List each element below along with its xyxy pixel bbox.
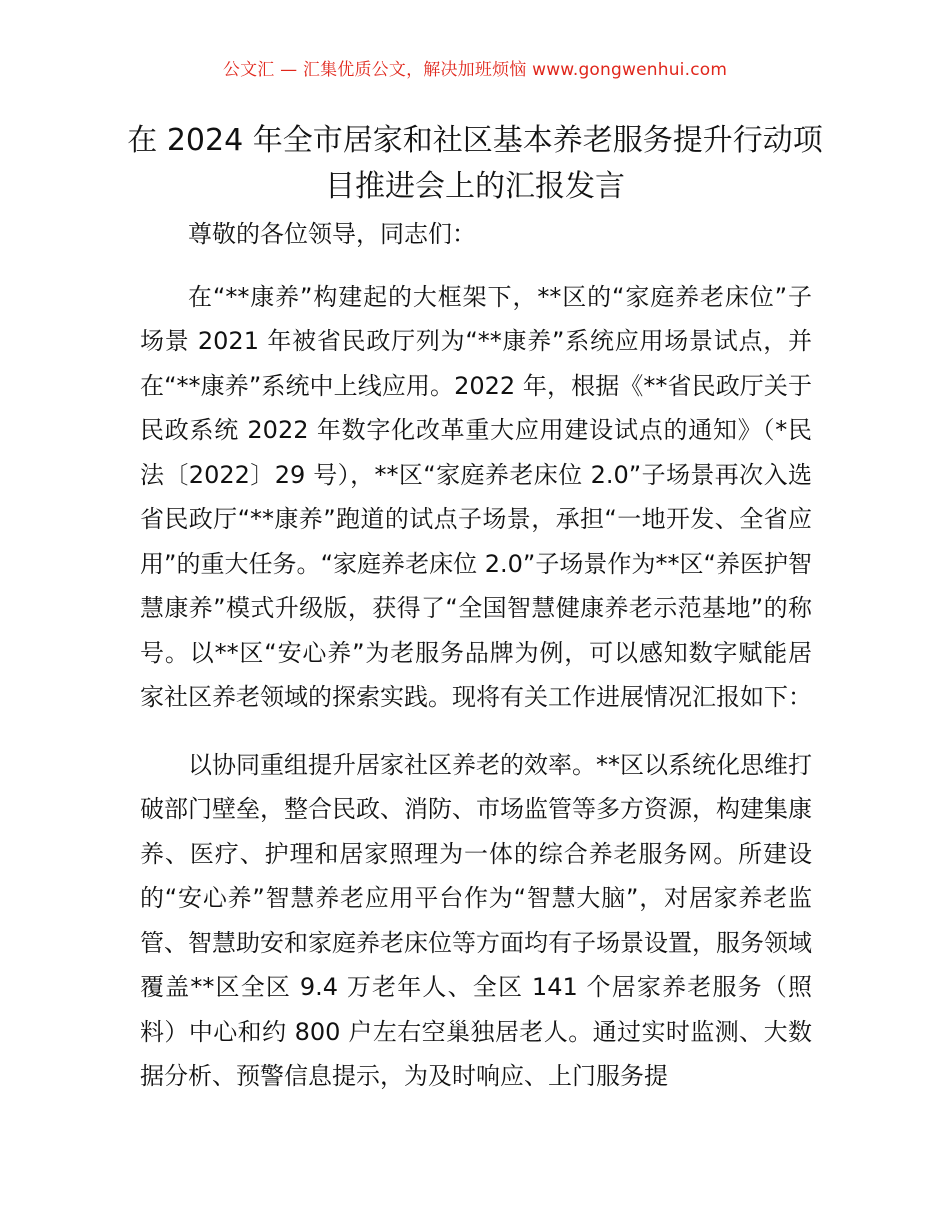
document-body (140, 212, 812, 1099)
site-banner[interactable]: 公文汇 — 汇集优质公文，解决加班烦恼 www.gongwenhui.com (222, 60, 728, 80)
document-title: 在 2024 年全市居家和社区基本养老服务提升行动项目推进会上的汇报发言 (127, 123, 823, 204)
salutation: 尊敬的各位领导，同志们： (188, 220, 476, 248)
body-paragraph: 在“**康养”构建起的大框架下，**区的“家庭养老床位”子场景 2021 年被省民政厅列为“**康养”系统应用场景试点，并在“**康养”系统中上线应用。2022 年，根据《**省民政厅关于民政系统 2022 年数字化改革重大应用建设试点的通知》（*民法〔2022〕29 号），**区“家庭养老床位 2.0”子场景再次入选省民政厅“**康养”跑道的试点子场景，承担“一地开发、全省应用”的重大任务。“家庭养老床位 2.0”子场景作为**区“养医护智慧康养”模式升级版，获得了“全国智慧健康养老示范基地”的称号。以**区“安心养”为老服务品牌为例，可以感知数字赋能居家社区养老领域的探索实践。现将有关工作进展情况汇报如下： (140, 282, 812, 711)
body-paragraph: 以协同重组提升居家社区养老的效率。**区以系统化思维打破部门壁垒，整合民政、消防、市场监管等多方资源，构建集康养、医疗、护理和居家照理为一体的综合养老服务网。所建设的“安心养”智慧养老应用平台作为“智慧大脑”，对居家养老监管、智慧助安和家庭养老床位等方面均有子场景设置，服务领域覆盖**区全区 9.4 万老年人、全区 141 个居家养老服务（照料）中心和约 800 户左右空巢独居老人。通过实时监测、大数据分析、预警信息提示，为及时响应、上门服务提 (140, 750, 812, 1090)
